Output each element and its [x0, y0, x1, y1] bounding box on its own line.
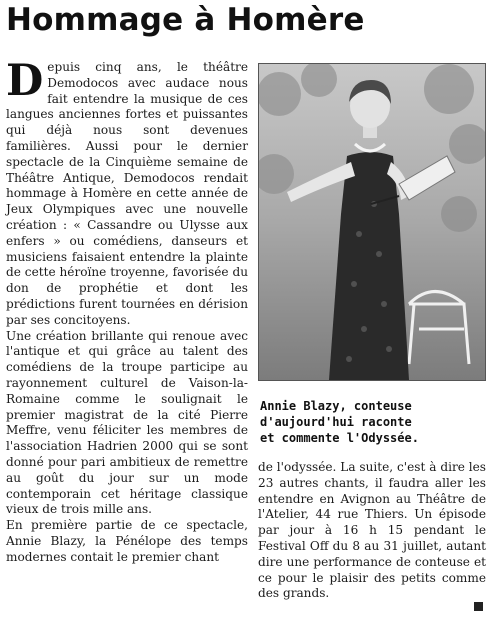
storyteller-photo-illustration [259, 64, 485, 380]
caption-line-2: d'aujourd'hui raconte [260, 415, 412, 429]
article-paragraph-2: Une création brillante qui renoue avec l'antique et qui grâce au talent des comédiens de la troupe participe au rayonnement culturel de Vaison-la-Romaine comme le soulignait le premier magistrat de la cité Pierre Meffre, venu féliciter les membres de l'association Hadrien 2000 qui se sont donné pour pari ambitieux de remettre au goût du jour sur un mode contemporain cet héritage classique vieux de trois mille ans. [6, 328, 248, 517]
paragraph-1-text: epuis cinq ans, le théâtre Demodocos avec audace nous fait entendre la musique de ces langues anciennes fortes et puissantes qui déjà nous sont devenues familières. Aussi pour le dernier spectacle de la Cinquième semaine de Théâtre Antique, Demodocos rendait hommage à Homère en cette année de Jeux Olympiques avec une nouvelle création : « Cassandre ou Ulysse aux enfers » ou comédiens, danseurs et musiciens faisaient entendre la plainte de cette héroïne troyenne, favorisée du don de prophétie et dont les prédictions furent tournées en dérision par ses concitoyens. [6, 60, 248, 327]
caption-line-3: et commente l'Odyssée. [260, 431, 419, 445]
drop-cap: D [6, 56, 44, 106]
article-paragraph-4: de l'odyssée. La suite, c'est à dire les 23 autres chants, il faudra aller les entendre en Avignon au Théâtre de l'Atelier, 44 rue Thiers. Un épisode par jour à 16 h 15 pendant le Festival Off du 8 au 31 juillet, autant dire une performance de conteuse et ce pour le plaisir des petits comme des grands. [258, 460, 486, 601]
article-paragraph-1 [6, 56, 248, 329]
article-photo [258, 63, 486, 381]
caption-line-1: Annie Blazy, conteuse [260, 399, 412, 413]
article-headline: Hommage à Homère [6, 2, 365, 38]
article-right-column [258, 460, 486, 602]
end-of-article-mark [474, 602, 483, 611]
photo-caption [260, 398, 486, 446]
article-left-column [6, 56, 248, 566]
article-paragraph-3: En première partie de ce spectacle, Annie Blazy, la Pénélope des temps modernes contait le premier chant [6, 518, 248, 564]
